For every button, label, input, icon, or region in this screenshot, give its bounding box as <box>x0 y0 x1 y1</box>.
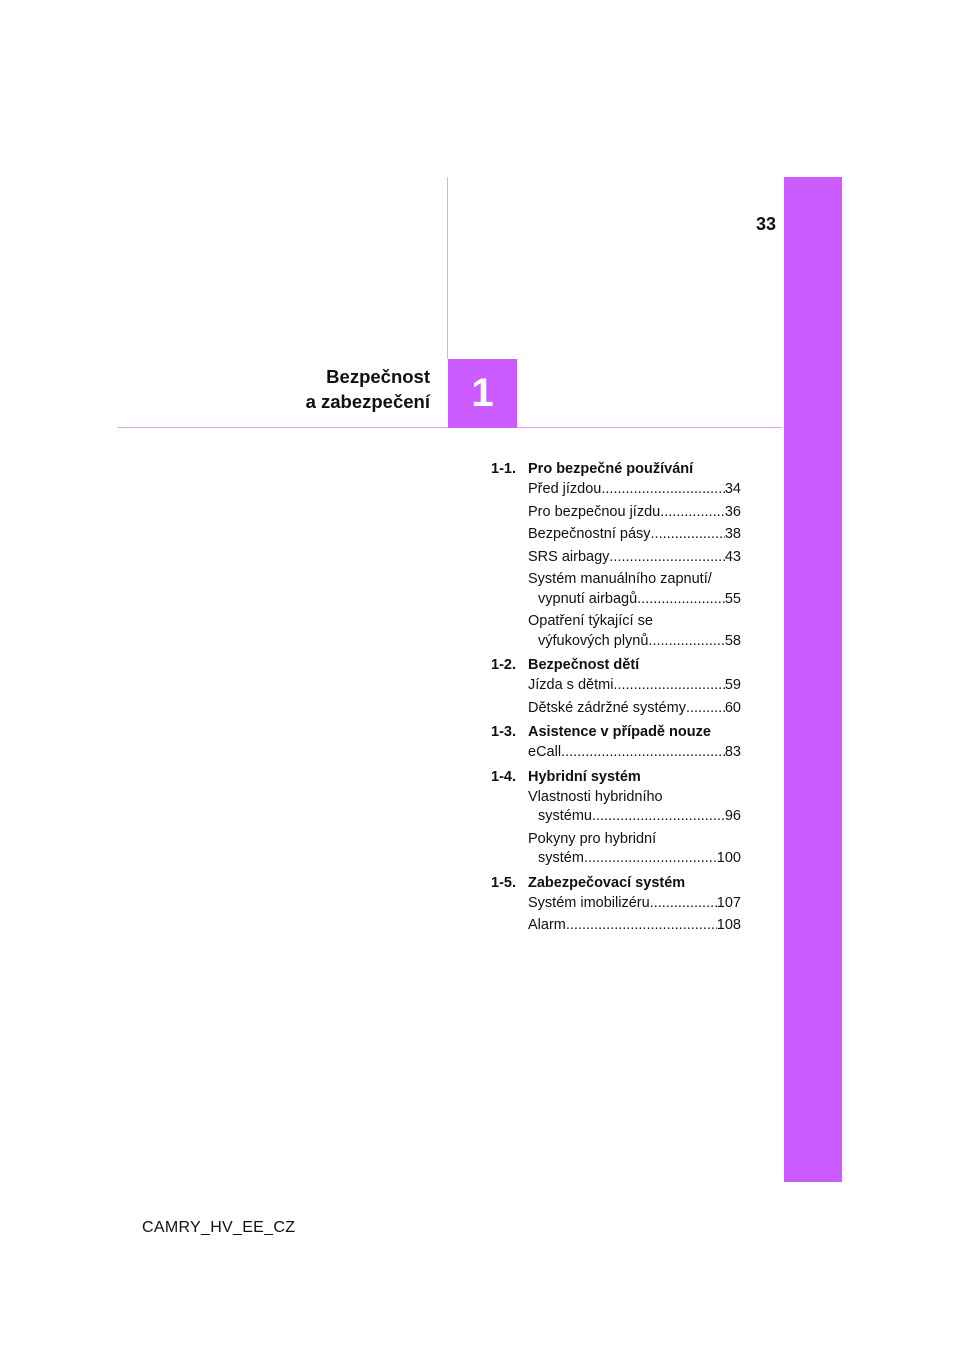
side-tab <box>784 177 842 1182</box>
toc-entry-text: vypnutí airbagů <box>538 590 638 607</box>
toc-entry-text: Před jízdou <box>528 481 602 497</box>
section-title: Pro bezpečné používání <box>528 461 694 477</box>
toc-entry-line <box>528 830 741 850</box>
chapter-title-line2: a zabezpečení <box>305 391 430 412</box>
section-title: Asistence v případě nouze <box>528 724 711 740</box>
toc-entry <box>528 894 741 914</box>
toc-page-number: 59 <box>724 677 741 693</box>
toc-entry-text: Alarm <box>528 917 566 933</box>
section-title: Zabezpečovací systém <box>528 874 686 891</box>
section-heading <box>491 654 741 676</box>
toc-section <box>491 872 741 936</box>
toc-entry-text: Pro bezpečnou jízdu <box>528 503 661 520</box>
toc-entry-line <box>528 916 741 936</box>
section-entries <box>491 788 741 869</box>
toc-entry-line <box>528 894 741 914</box>
toc-entry-line <box>528 480 741 500</box>
toc-entry-text: Bezpečnostní pásy <box>528 526 651 542</box>
toc-entry-line <box>528 548 741 568</box>
toc-entry-text: Pokyny pro hybridní <box>528 830 657 847</box>
section-number: 1-5. <box>491 874 516 891</box>
vertical-rule <box>447 177 448 359</box>
toc-entry <box>528 788 741 827</box>
section-heading <box>491 458 741 480</box>
toc-entry <box>528 612 741 651</box>
toc-entry <box>528 916 741 936</box>
toc-page-number: 36 <box>724 503 741 520</box>
toc-leader-dots <box>592 807 725 827</box>
toc-entry-text: Systém imobilizéru <box>528 894 650 911</box>
section-entries <box>491 743 741 763</box>
toc-entry-line <box>528 570 741 590</box>
toc-entry-text: Opatření týkající se <box>528 613 653 629</box>
toc-entry-line <box>528 525 741 545</box>
toc-leader-dots <box>561 743 725 763</box>
toc-page-number: 55 <box>724 590 741 607</box>
toc-entry <box>528 525 741 545</box>
section-heading <box>491 721 741 743</box>
section-number: 1-3. <box>491 724 516 740</box>
page-number: 33 <box>755 214 776 234</box>
toc-leader-dots <box>613 676 724 696</box>
section-title: Bezpečnost dětí <box>528 657 640 673</box>
chapter-title-line1: Bezpečnost <box>326 366 430 387</box>
toc-entry <box>528 699 741 719</box>
toc-entry <box>528 743 741 763</box>
section-title: Hybridní systém <box>528 768 641 785</box>
section-entries <box>491 480 741 651</box>
toc-section <box>491 721 741 763</box>
footer-code: CAMRY_HV_EE_CZ <box>142 1219 296 1236</box>
toc-leader-dots <box>660 503 725 523</box>
toc-leader-dots <box>648 632 724 652</box>
chapter-title <box>306 364 430 414</box>
toc-entry-line <box>528 849 741 869</box>
toc-entry-text: Dětské zádržné systémy <box>528 699 686 716</box>
section-entries <box>491 894 741 936</box>
toc-entry-line <box>528 632 741 652</box>
section-number: 1-4. <box>491 768 516 785</box>
toc-page-number: 108 <box>716 917 741 933</box>
toc-entry-text: systému <box>538 808 592 824</box>
toc-leader-dots <box>584 849 717 869</box>
toc-section <box>491 766 741 869</box>
toc-page-number: 43 <box>724 548 741 565</box>
chapter-number-box: 1 <box>448 359 517 428</box>
toc-leader-dots <box>601 480 725 500</box>
toc-entry <box>528 570 741 609</box>
toc-entry-text: SRS airbagy <box>528 548 610 565</box>
toc-leader-dots <box>650 894 717 914</box>
toc-section <box>491 654 741 718</box>
toc-leader-dots <box>651 525 725 545</box>
toc-entry <box>528 676 741 696</box>
toc-entry-line <box>528 788 741 808</box>
toc-leader-dots <box>686 699 725 719</box>
toc-entry <box>528 503 741 523</box>
toc-leader-dots <box>566 916 717 936</box>
toc-page-number: 34 <box>724 481 741 497</box>
section-number: 1-2. <box>491 657 516 673</box>
toc-entry-line <box>528 676 741 696</box>
toc-entry <box>528 548 741 568</box>
toc-entry-text: Vlastnosti hybridního <box>528 788 663 805</box>
toc-page-number: 60 <box>724 699 741 716</box>
toc-page-number: 38 <box>724 526 741 542</box>
section-heading <box>491 766 741 788</box>
toc-page-number: 100 <box>716 850 741 866</box>
toc-entry-text: Systém manuálního zapnutí/ <box>528 571 712 587</box>
toc-entry <box>528 830 741 869</box>
toc-leader-dots <box>637 590 725 610</box>
toc-section <box>491 458 741 651</box>
toc-entry-text: výfukových plynů <box>538 632 649 649</box>
section-number: 1-1. <box>491 461 516 477</box>
toc-entry-text: Jízda s dětmi <box>528 677 614 693</box>
section-entries <box>491 676 741 718</box>
toc-entry-line <box>528 612 741 632</box>
toc-page-number: 83 <box>724 744 741 760</box>
toc-entry-line <box>528 590 741 610</box>
toc-entry <box>528 480 741 500</box>
section-heading <box>491 872 741 894</box>
toc-entry-text: eCall <box>528 744 562 760</box>
table-of-contents <box>491 458 741 939</box>
toc-entry-line <box>528 699 741 719</box>
toc-entry-line <box>528 743 741 763</box>
toc-page-number: 96 <box>724 808 741 824</box>
toc-entry-text: systém <box>538 850 584 866</box>
toc-page-number: 107 <box>716 894 741 911</box>
toc-entry-line <box>528 807 741 827</box>
toc-entry-line <box>528 503 741 523</box>
toc-page-number: 58 <box>724 632 741 649</box>
toc-leader-dots <box>609 548 724 568</box>
